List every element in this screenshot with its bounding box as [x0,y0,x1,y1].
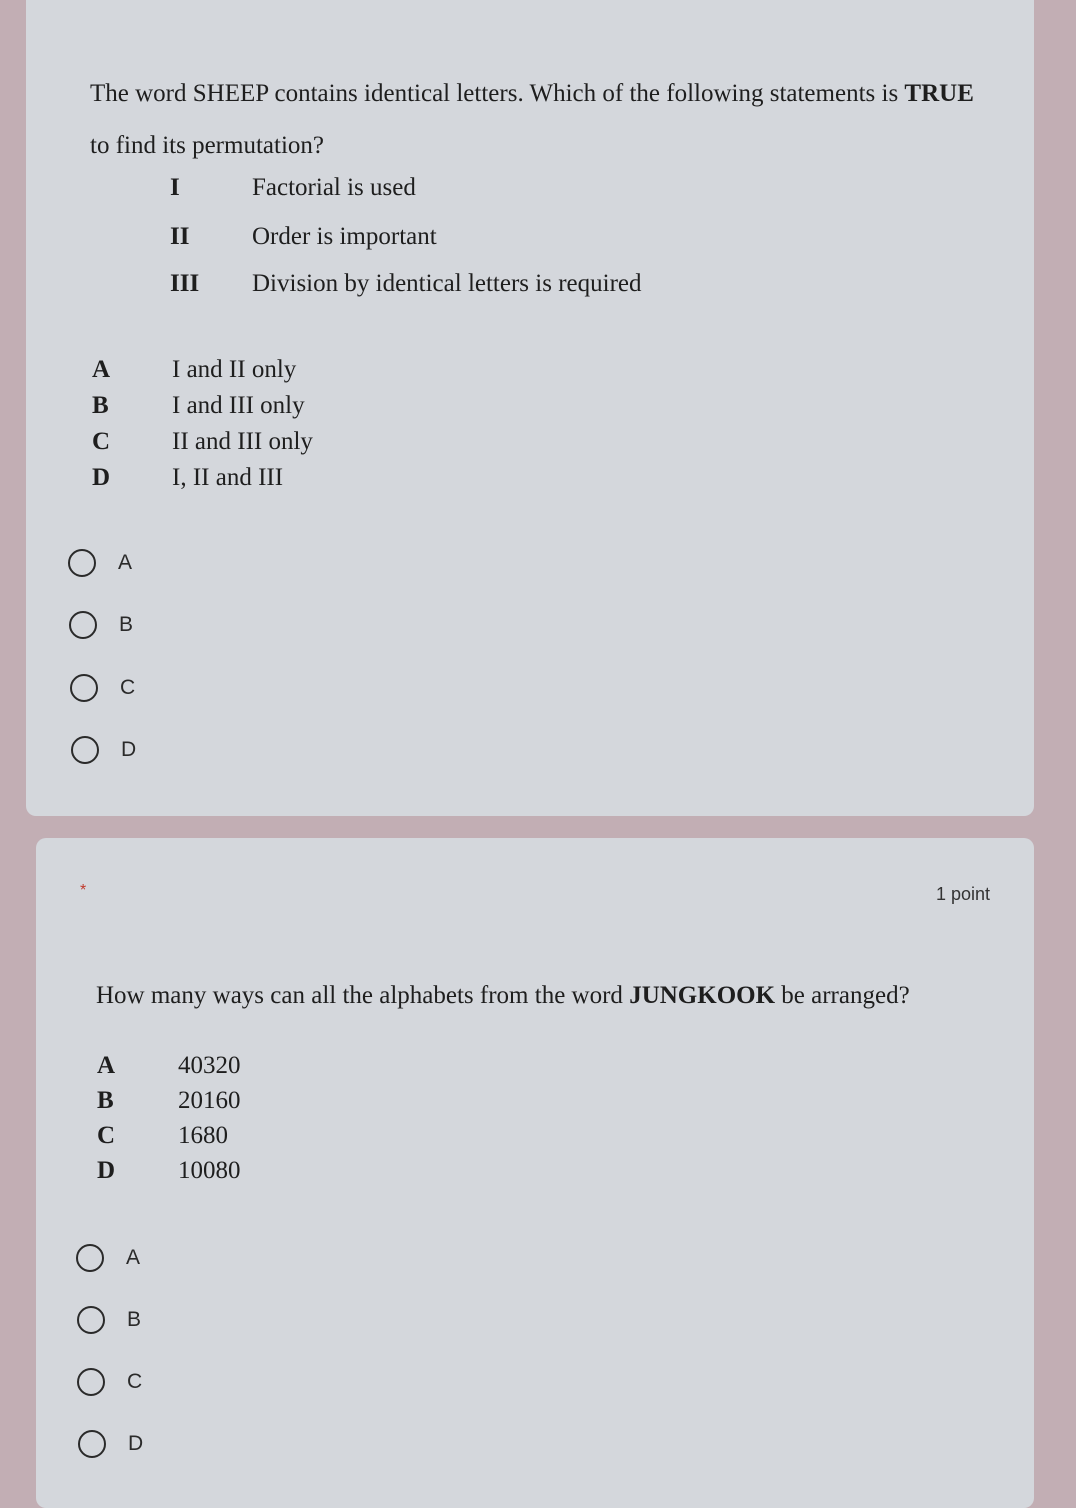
radio-circle[interactable] [76,1244,104,1272]
radio-circle[interactable] [77,1368,105,1396]
radio-choice-b[interactable]: B [77,1303,141,1337]
question-1-text: The word SHEEP contains identical letters. Which of the following statements is TRUE to find its permutation? [90,80,974,159]
radio-circle[interactable] [70,674,98,702]
radio-circle[interactable] [77,1306,105,1334]
question-2-text: How many ways can all the alphabets from the word JUNGKOOK be arranged? [96,982,910,1009]
radio-circle[interactable] [78,1430,106,1458]
radio-circle[interactable] [68,549,96,577]
required-asterisk: * [80,882,87,899]
points-label: 1 point [936,884,991,904]
radio-circle[interactable] [69,611,97,639]
radio-choice-c[interactable]: C [77,1365,142,1399]
radio-choice-d[interactable]: D [71,733,136,767]
radio-circle[interactable] [71,736,99,764]
radio-choice-d[interactable]: D [78,1427,143,1461]
radio-choice-b[interactable]: B [69,608,133,642]
radio-choice-c[interactable]: C [70,671,135,705]
radio-choice-a[interactable]: A [68,546,132,580]
radio-choice-a[interactable]: A [76,1241,140,1275]
